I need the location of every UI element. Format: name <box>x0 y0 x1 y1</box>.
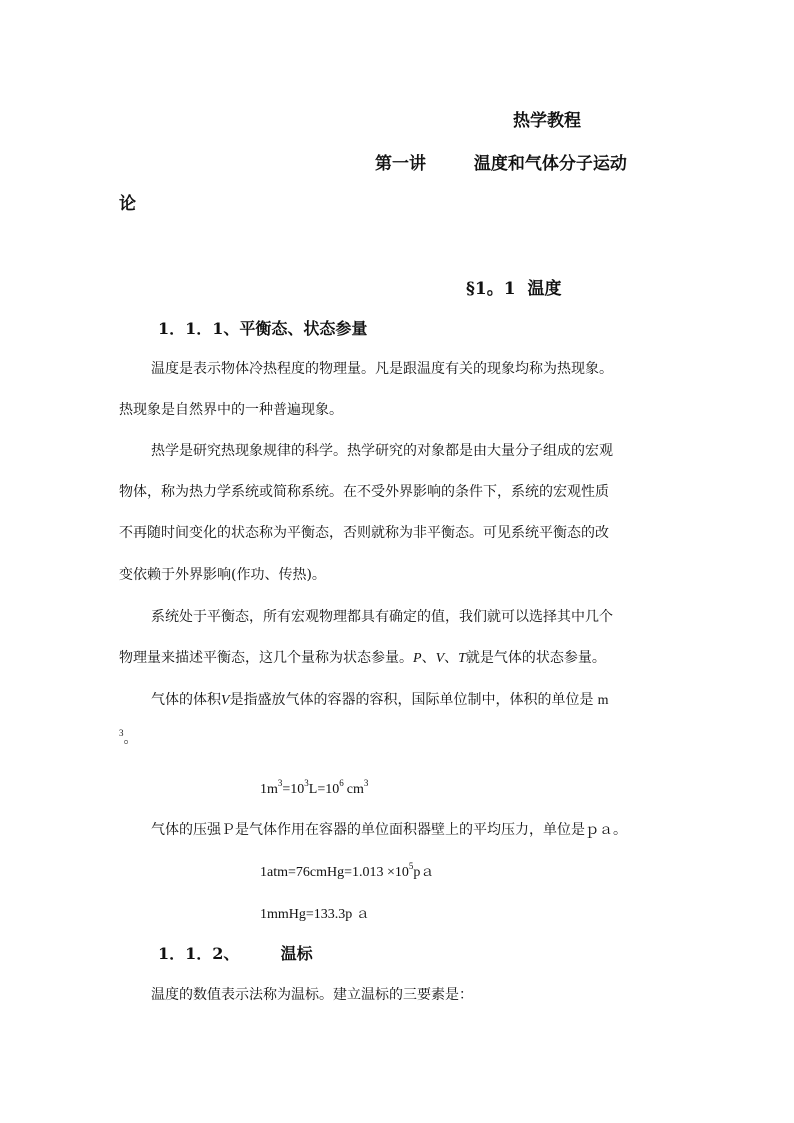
paragraph-line: 变依赖于外界影响(作功、传热)。 <box>119 567 326 583</box>
paragraph-line: 物体，称为热力学系统或简称系统。在不受外界影响的条件下，系统的宏观性质 <box>119 484 609 500</box>
paragraph-line <box>119 728 138 748</box>
subsection-heading-1 <box>158 316 367 339</box>
separator: 、 <box>444 650 459 666</box>
paragraph-line: 温度是表示物体冷热程度的物理量。凡是跟温度有关的现象均称为热现象。 <box>151 361 613 377</box>
subsection-heading-2 <box>158 941 313 964</box>
punctuation: 。 <box>123 731 138 747</box>
unit-exponent: 3 <box>119 728 124 738</box>
paragraph-line: 热现象是自然界中的一种普遍现象。 <box>119 402 343 418</box>
eq-part: 1m <box>260 782 278 797</box>
paragraph-line <box>119 647 606 667</box>
section-number: §1。1 <box>466 279 516 299</box>
paragraph-line: 系统处于平衡态，所有宏观物理都具有确定的值，我们就可以选择其中几个 <box>151 609 613 625</box>
paragraph-line: 气体的压强Ｐ是气体作用在容器的单位面积器壁上的平均压力，单位是ｐａ。 <box>151 822 627 838</box>
subsection-title: 平衡态、状态参量 <box>239 319 368 338</box>
eq-exponent: 3 <box>277 778 283 788</box>
eq-exponent: 3 <box>363 778 369 788</box>
section-title: 温度 <box>527 279 562 299</box>
eq-part: 1atm=76cmHg=1.013 ×10 <box>260 865 409 880</box>
section-heading <box>466 274 561 299</box>
subsection-number: 1．1．1、 <box>158 319 240 338</box>
paragraph-text: 物理量来描述平衡态，这几个量称为状态参量。 <box>119 650 413 666</box>
eq-exponent: 3 <box>304 778 309 788</box>
lecture-title: 温度和气体分子运动 <box>473 154 627 174</box>
symbol-t: T <box>458 651 466 666</box>
lecture-heading <box>375 149 627 174</box>
eq-part: cm <box>346 782 364 797</box>
equation-volume <box>260 778 368 798</box>
separator: 、 <box>421 650 436 666</box>
paragraph-line: 热学是研究热现象规律的科学。热学研究的对象都是由大量分子组成的宏观 <box>151 443 613 459</box>
lecture-title-continued: 论 <box>119 194 136 214</box>
paragraph-line: 不再随时间变化的状态称为平衡态，否则就称为非平衡态。可见系统平衡态的改 <box>119 525 609 541</box>
eq-exponent: 6 <box>339 778 344 788</box>
symbol-v: V <box>221 693 230 708</box>
symbol-v: V <box>435 651 445 666</box>
paragraph-line <box>151 689 608 709</box>
eq-part: =10 <box>282 782 305 797</box>
document-title: 热学教程 <box>513 111 581 131</box>
symbol-p: P <box>413 651 422 666</box>
equation-pressure <box>260 861 434 881</box>
subsection-title: 温标 <box>280 944 313 963</box>
subsection-number: 1．1．2、 <box>158 944 240 963</box>
equation-mmhg: 1mmHg=133.3p ａ <box>260 907 370 922</box>
unit: m <box>597 693 609 708</box>
paragraph-text: 是指盛放气体的容器的容积，国际单位制中，体积的单位是 <box>229 692 594 708</box>
paragraph-text: 气体的体积 <box>151 692 221 708</box>
paragraph-line: 温度的数值表示法称为温标。建立温标的三要素是： <box>151 987 473 1003</box>
eq-part: pａ <box>413 865 435 880</box>
eq-exponent: 5 <box>408 861 414 871</box>
lecture-label: 第一讲 <box>375 154 426 174</box>
eq-part: L=10 <box>308 782 340 797</box>
paragraph-text: 就是气体的状态参量。 <box>465 650 606 666</box>
